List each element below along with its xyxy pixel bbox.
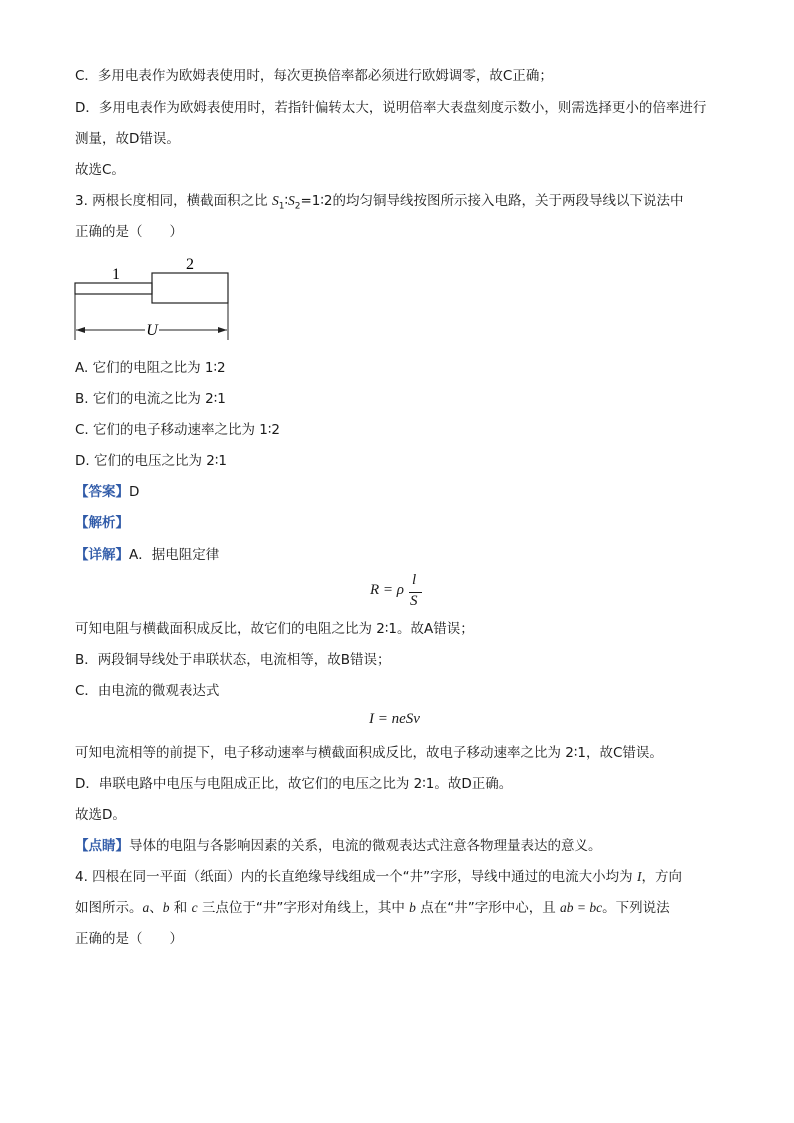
answer-tag: 【答案】	[75, 484, 129, 500]
remark-line	[75, 836, 602, 856]
formula-denominator: S	[410, 593, 418, 609]
q4-sep-1: 、	[149, 900, 163, 916]
choose-d-line: 故选D。	[75, 807, 126, 823]
option-d: D. 它们的电压之比为 2∶1	[75, 453, 227, 469]
q4-sep-3: 三点位于“井”字形对角线上，其中	[197, 900, 410, 916]
question-4-stem	[75, 867, 682, 887]
answer-value: D	[129, 484, 140, 500]
q4-line2-suffix: 。下列说法	[602, 900, 670, 916]
s2-subscript: 2	[294, 201, 301, 212]
point-a: a	[142, 900, 150, 915]
question-3-stem	[75, 191, 683, 217]
point-b: b	[162, 900, 170, 915]
explanation-line-1: 可知电阻与横截面积成反比，故它们的电阻之比为 2∶1。故A错误；	[75, 621, 474, 637]
wire-2-label: 2	[186, 256, 194, 273]
s2-symbol: S	[287, 193, 295, 208]
q4-stem-suffix: ，方向	[641, 869, 682, 885]
explanation-line-d-cont: 测量，故D错误。	[75, 131, 180, 147]
formula-numerator: l	[412, 572, 417, 588]
arrowhead-left	[76, 327, 85, 333]
choose-c-line: 故选C。	[75, 162, 125, 178]
detail-line-a	[75, 545, 219, 565]
current-symbol: I	[636, 869, 642, 884]
q4-line2-prefix: 如图所示。	[75, 900, 143, 916]
answer-line	[75, 482, 139, 502]
s1-subscript: 1	[278, 201, 285, 212]
detail-a-text: A．据电阻定律	[129, 547, 220, 563]
thick-wire-2	[152, 273, 228, 303]
point-c: c	[191, 900, 198, 915]
remark-text: 导体的电阻与各影响因素的关系，电流的微观表达式注意各物理量表达的意义。	[129, 838, 602, 854]
q4-sep-2: 和	[169, 900, 192, 916]
remark-tag: 【点睛】	[75, 838, 129, 854]
explanation-line-3: C．由电流的微观表达式	[75, 683, 220, 699]
q3-stem-prefix: 3. 两根长度相同，横截面积之比	[75, 193, 272, 209]
q4-stem-prefix: 4. 四根在同一平面（纸面）内的长直绝缘导线组成一个“井”字形，导线中通过的电流大小均为	[75, 869, 637, 885]
question-4-stem-end: 正确的是（ ）	[75, 931, 183, 947]
current-formula: I = neSv	[369, 711, 420, 727]
wire-circuit-figure	[70, 252, 240, 344]
explanation-line-d: D．多用电表作为欧姆表使用时，若指针偏转太大，说明倍率大表盘刻度示数小，则需选择更小的倍率进行	[75, 100, 707, 116]
arrowhead-right	[218, 327, 227, 333]
detail-tag: 【详解】	[75, 547, 129, 563]
voltage-label: U	[146, 322, 158, 339]
explanation-line-2: B．两段铜导线处于串联状态，电流相等，故B错误；	[75, 652, 391, 668]
analysis-tag: 【解析】	[75, 515, 129, 531]
resistance-formula	[370, 574, 430, 614]
option-b: B. 它们的电流之比为 2∶1	[75, 391, 226, 407]
q3-stem-suffix: =1∶2的均匀铜导线按图所示接入电路，关于两段导线以下说法中	[300, 193, 684, 209]
question-3-stem-cont: 正确的是（ ）	[75, 224, 183, 240]
point-b-center: b	[409, 900, 416, 915]
explanation-line-4: 可知电流相等的前提下，电子移动速率与横截面积成反比，故电子移动速率之比为 2∶1，故C错误。	[75, 745, 663, 761]
analysis-heading	[75, 513, 129, 533]
s1-symbol: S	[271, 193, 279, 208]
wire-1-label: 1	[112, 266, 120, 283]
explanation-line-c: C．多用电表作为欧姆表使用时，每次更换倍率都必须进行欧姆调零，故C正确；	[75, 68, 553, 84]
ab-equals-bc: ab = bc	[560, 900, 603, 915]
formula-lhs: R = ρ	[370, 582, 404, 598]
ratio-colon: ∶	[284, 193, 288, 209]
question-4-stem-cont	[75, 898, 670, 918]
option-c: C. 它们的电子移动速率之比为 1∶2	[75, 422, 280, 438]
explanation-line-5: D．串联电路中电压与电阻成正比，故它们的电压之比为 2∶1。故D正确。	[75, 776, 513, 792]
thin-wire-1	[75, 283, 152, 294]
option-a: A. 它们的电阻之比为 1∶2	[75, 360, 226, 376]
q4-sep-4: 点在“井”字形中心，且	[415, 900, 560, 916]
